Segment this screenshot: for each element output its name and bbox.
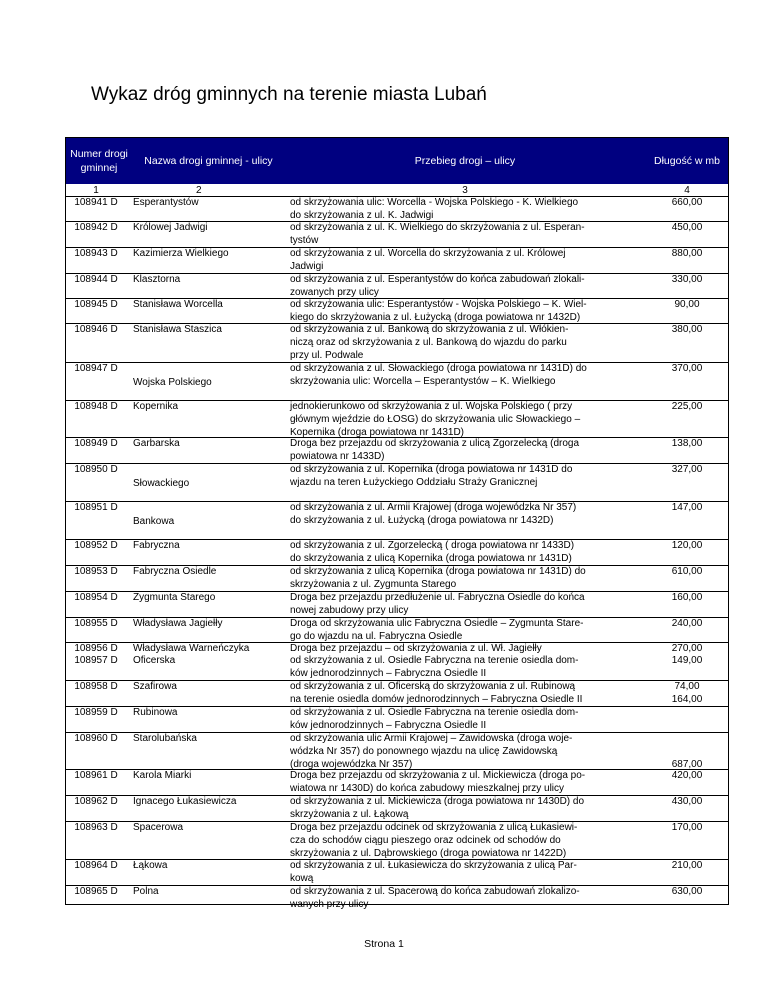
road-route-line: ków jednorodzinnych – Fabryczna Osiedle II	[290, 719, 487, 731]
road-name: Zygmunta Starego	[133, 592, 216, 603]
road-number: 108965 D	[74, 886, 118, 897]
road-number: 108945 D	[74, 299, 118, 310]
road-number: 108952 D	[74, 540, 118, 551]
colnum-4: 4	[684, 185, 690, 196]
road-route-line: Kopernika (droga powiatowa nr 1431D)	[290, 426, 464, 438]
road-name: Esperantystów	[133, 197, 199, 208]
road-number: 108956 D	[74, 643, 118, 654]
road-length: 880,00	[671, 248, 703, 259]
road-route-line: kową	[290, 872, 314, 884]
road-number: 108958 D	[74, 681, 118, 692]
road-length: 420,00	[671, 770, 703, 781]
road-route-line: przy ul. Podwale	[290, 349, 364, 361]
road-route-line: od skrzyżowania z ul. Esperantystów do końca zabudowań zlokali-	[290, 274, 585, 285]
road-number: 108959 D	[74, 707, 118, 718]
road-number: 108962 D	[74, 796, 118, 807]
road-length: 660,00	[671, 197, 703, 208]
colnum-2: 2	[196, 185, 202, 196]
road-name: Bankowa	[133, 516, 175, 527]
road-number: 108953 D	[74, 566, 118, 577]
road-name: Garbarska	[133, 438, 180, 449]
road-length: 327,00	[671, 464, 703, 475]
road-route-line: Droga bez przejazdu – od skrzyżowania z ul. Wł. Jagiełły	[290, 643, 542, 654]
road-route-line: skrzyżowania z ul. Zygmunta Starego	[290, 578, 457, 590]
road-route-line: od skrzyżowania z ul. K. Wielkiego do skrzyżowania z ul. Esperan-	[290, 222, 585, 233]
road-route-line: (droga wojewódzka Nr 357)	[290, 758, 413, 770]
road-route-line: od skrzyżowania z ul. Osiedle Fabryczna na terenie osiedla dom-	[290, 707, 579, 718]
road-length: 430,00	[671, 796, 703, 807]
road-route-line: cza do schodów ciągu pieszego oraz odcinek od schodów do	[290, 834, 561, 846]
road-length: 630,00	[671, 886, 703, 897]
road-length: 270,00	[671, 643, 703, 654]
road-length: 164,00	[671, 694, 703, 705]
road-number: 108944 D	[74, 274, 118, 285]
page-title: Wykaz dróg gminnych na terenie miasta Lubań	[91, 84, 487, 105]
road-route-line: wanych przy ulicy	[290, 898, 369, 910]
road-name: Kopernika	[133, 401, 179, 412]
road-name: Polna	[133, 886, 159, 897]
road-length: 330,00	[671, 274, 703, 285]
road-route-line: od skrzyżowania z ul. Spacerową do końca zabudowań zlokalizo-	[290, 886, 580, 897]
road-number: 108951 D	[74, 502, 118, 513]
road-route-line: skrzyżowania ulic: Worcella – Esperantystów – K. Wielkiego	[290, 375, 556, 387]
road-route-line: od skrzyżowania z ul. Osiedle Fabryczna na terenie osiedla dom-	[290, 655, 579, 666]
road-name: Królowej Jadwigi	[133, 222, 208, 233]
road-route-line: od skrzyżowania z ul. Worcella do skrzyżowania z ul. Królowej	[290, 248, 566, 259]
road-number: 108954 D	[74, 592, 118, 603]
road-name: Ignacego Łukasiewicza	[133, 796, 237, 807]
road-route-line: od skrzyżowania z ulicą Kopernika (droga powiatowa nr 1431D) do	[290, 566, 586, 577]
road-route-line: go do wjazdu na ul. Fabryczna Osiedle	[290, 630, 463, 642]
road-length: 610,00	[671, 566, 703, 577]
road-route-line: kiego do skrzyżowania z ul. Łużycką (droga powiatowa nr 1432D)	[290, 311, 581, 323]
page-footer: Strona 1	[364, 938, 404, 950]
road-route-line: Droga od skrzyżowania ulic Fabryczna Osiedle – Zygmunta Stare-	[290, 618, 584, 629]
road-name: Szafirowa	[133, 681, 177, 692]
roads-table	[65, 137, 729, 910]
road-number: 108942 D	[74, 222, 118, 233]
road-route-line: do skrzyżowania z ul. Łużycką (droga powiatowa nr 1432D)	[290, 514, 554, 526]
header-name: Nazwa drogi gminnej - ulicy	[144, 155, 273, 167]
colnum-3: 3	[462, 185, 468, 196]
road-route-line: tystów	[290, 234, 319, 246]
road-name: Oficerska	[133, 655, 176, 666]
road-number: 108943 D	[74, 248, 118, 259]
road-route-line: od skrzyżowania z ul. Oficerską do skrzyżowania z ul. Rubinową	[290, 681, 576, 692]
road-route-line: wjazdu na teren Łużyckiego Oddziału Straży Granicznej	[290, 476, 538, 488]
road-number: 108941 D	[74, 197, 118, 208]
road-route-line: nowej zabudowy przy ulicy	[290, 604, 409, 616]
road-route-line: od skrzyżowania z ul. Zgorzelecką ( droga powiatowa nr 1433D)	[290, 540, 575, 551]
road-route-line: ków jednorodzinnych – Fabryczna Osiedle II	[290, 667, 487, 679]
road-name: Fabryczna Osiedle	[133, 566, 217, 577]
road-length: 74,00	[674, 681, 700, 692]
road-length: 240,00	[671, 618, 703, 629]
road-route-line: Droga bez przejazdu odcinek od skrzyżowania z ulicą Łukasiewi-	[290, 822, 578, 833]
road-route-line: Droga bez przejazdu od skrzyżowania z ulicą Zgorzelecką (droga	[290, 438, 580, 449]
colnum-1: 1	[93, 185, 99, 196]
road-name: Wojska Polskiego	[133, 377, 212, 388]
road-route-line: skrzyżowania z ul. Dąbrowskiego (droga powiatowa nr 1422D)	[290, 847, 567, 859]
road-name: Starolubańska	[133, 733, 197, 744]
road-route-line: wódzka Nr 357) do ponownego wjazdu na ulicę Zawidowską	[290, 745, 558, 757]
road-route-line: od skrzyżowania z ul. Łukasiewicza do skrzyżowania z ulicą Par-	[290, 860, 577, 871]
road-length: 170,00	[671, 822, 703, 833]
road-length: 90,00	[674, 299, 700, 310]
road-length: 147,00	[671, 502, 703, 513]
road-route-line: głównym wjeździe do ŁOSG) do skrzyżowania ulic Słowackiego –	[290, 413, 581, 425]
header-route: Przebieg drogi – ulicy	[414, 155, 516, 167]
road-route-line: od skrzyżowania z ul. Armii Krajowej (droga wojewódzka Nr 357)	[290, 502, 577, 513]
road-number: 108955 D	[74, 618, 118, 629]
road-route-line: od skrzyżowania z ul. Bankową do skrzyżowania z ul. Włókien-	[290, 324, 569, 335]
road-length: 225,00	[671, 401, 703, 412]
road-route-line: do skrzyżowania z ul. K. Jadwigi	[290, 209, 434, 221]
header-length: Długość w mb	[654, 155, 720, 167]
road-name: Słowackiego	[133, 478, 190, 489]
road-route-line: niczą oraz od skrzyżowania z ul. Bankową do wjazdu do parku	[290, 336, 567, 348]
road-length: 138,00	[671, 438, 703, 449]
road-route-line: od skrzyżowania z ul. Słowackiego (droga powiatowa nr 1431D) do	[290, 363, 587, 374]
road-route-line: na terenie osiedla domów jednorodzinnych – Fabryczna Osiedle II	[290, 693, 583, 705]
road-length: 450,00	[671, 222, 703, 233]
road-number: 108947 D	[74, 363, 118, 374]
road-name: Klasztorna	[133, 274, 181, 285]
road-route-line: powiatowa nr 1433D)	[290, 450, 385, 462]
road-number: 108948 D	[74, 401, 118, 412]
table-header	[66, 138, 728, 184]
road-number: 108963 D	[74, 822, 118, 833]
road-route-line: od skrzyżowania z ul. Mickiewicza (droga powiatowa nr 1430D) do	[290, 796, 585, 807]
road-route-line: od skrzyżowania z ul. Kopernika (droga powiatowa nr 1431D do	[290, 464, 573, 475]
road-length: 149,00	[671, 655, 703, 666]
road-name: Stanisława Worcella	[133, 299, 223, 310]
road-length: 370,00	[671, 363, 703, 374]
header-number: Numer drogi gminnej	[70, 148, 128, 174]
road-route-line: od skrzyżowania ulic: Esperantystów - Wojska Polskiego – K. Wiel-	[290, 299, 587, 310]
road-length: 210,00	[671, 860, 703, 871]
road-route-line: skrzyżowania z ul. Łąkową	[290, 808, 409, 820]
road-name: Władysława Warneńczyka	[133, 643, 250, 654]
road-number: 108946 D	[74, 324, 118, 335]
road-route-line: wiatowa nr 1430D) do końca zabudowy mieszkalnej przy ulicy	[290, 782, 565, 794]
road-number: 108961 D	[74, 770, 118, 781]
road-route-line: od skrzyżowania ulic Armii Krajowej – Zawidowska (droga woje-	[290, 733, 573, 744]
road-route-line: do skrzyżowania z ulicą Kopernika (droga powiatowa nr 1431D)	[290, 552, 572, 564]
road-name: Fabryczna	[133, 540, 180, 551]
road-name: Łąkowa	[133, 860, 168, 871]
road-route-line: zowanych przy ulicy	[290, 286, 379, 298]
road-name: Rubinowa	[133, 707, 178, 718]
road-name: Władysława Jagiełły	[133, 618, 223, 629]
road-name: Kazimierza Wielkiego	[133, 248, 229, 259]
road-route-line: Droga bez przejazdu przedłużenie ul. Fabryczna Osiedle do końca	[290, 592, 585, 603]
road-length: 380,00	[671, 324, 703, 335]
road-route-line: od skrzyżowania ulic: Worcella - Wojska Polskiego - K. Wielkiego	[290, 197, 579, 208]
road-number: 108957 D	[74, 655, 118, 666]
road-number: 108960 D	[74, 733, 118, 744]
road-route-line: Droga bez przejazdu od skrzyżowania z ul. Mickiewicza (droga po-	[290, 770, 586, 781]
table-body	[66, 184, 728, 910]
road-length: 687,00	[671, 759, 703, 770]
road-name: Karola Miarki	[133, 770, 192, 781]
road-length: 120,00	[671, 540, 703, 551]
road-name: Stanisława Staszica	[133, 324, 222, 335]
road-number: 108950 D	[74, 464, 118, 475]
road-name: Spacerowa	[133, 822, 184, 833]
road-route-line: jednokierunkowo od skrzyżowania z ul. Wojska Polskiego ( przy	[290, 401, 573, 412]
road-number: 108949 D	[74, 438, 118, 449]
road-length: 160,00	[671, 592, 703, 603]
road-route-line: Jadwigi	[290, 260, 324, 272]
road-number: 108964 D	[74, 860, 118, 871]
